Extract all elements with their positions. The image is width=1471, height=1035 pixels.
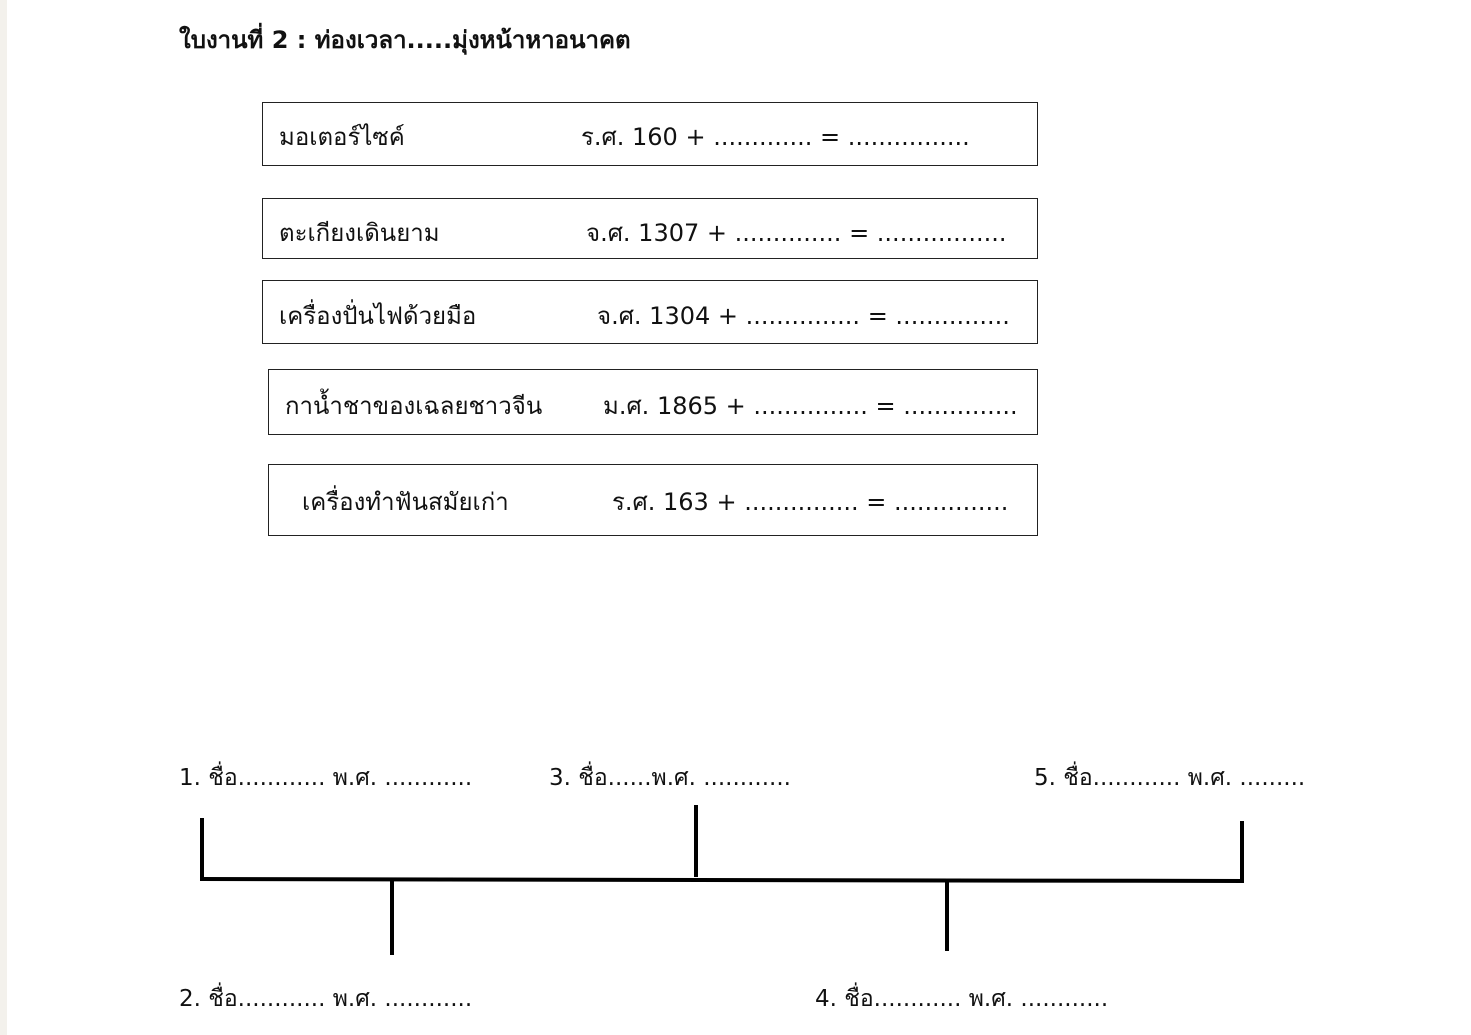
item-name: เครื่องปั่นไฟด้วยมือ xyxy=(279,302,477,330)
item-formula: จ.ศ. 1304 + ............... = ............... xyxy=(597,302,1010,330)
timeline-diagram xyxy=(7,0,1471,1035)
timeline-label-2: 2. ชื่อ............ พ.ศ. ............ xyxy=(179,986,473,1012)
timeline-label-4: 4. ชื่อ............ พ.ศ. ............ xyxy=(815,986,1109,1012)
item-name: กาน้ำชาของเฉลยชาวจีน xyxy=(285,392,543,420)
item-name: เครื่องทำฟันสมัยเก่า xyxy=(302,488,509,516)
item-name: ตะเกียงเดินยาม xyxy=(279,219,440,247)
item-name: มอเตอร์ไซค์ xyxy=(279,123,405,151)
item-formula: ม.ศ. 1865 + ............... = ............... xyxy=(603,392,1018,420)
timeline-label-5: 5. ชื่อ............ พ.ศ. ......... xyxy=(1034,765,1306,791)
timeline-label-1: 1. ชื่อ............ พ.ศ. ............ xyxy=(179,765,473,791)
timeline-label-3: 3. ชื่อ......พ.ศ. ............ xyxy=(549,765,791,791)
timeline-axis xyxy=(201,879,1243,881)
item-formula: จ.ศ. 1307 + .............. = ................. xyxy=(586,219,1007,247)
worksheet-title: ใบงานที่ 2 : ท่องเวลา.....มุ่งหน้าหาอนาคต xyxy=(179,26,631,54)
worksheet-page xyxy=(7,0,1471,1035)
item-formula: ร.ศ. 163 + ............... = ............... xyxy=(612,488,1009,516)
item-formula: ร.ศ. 160 + ............. = ................ xyxy=(581,123,970,151)
